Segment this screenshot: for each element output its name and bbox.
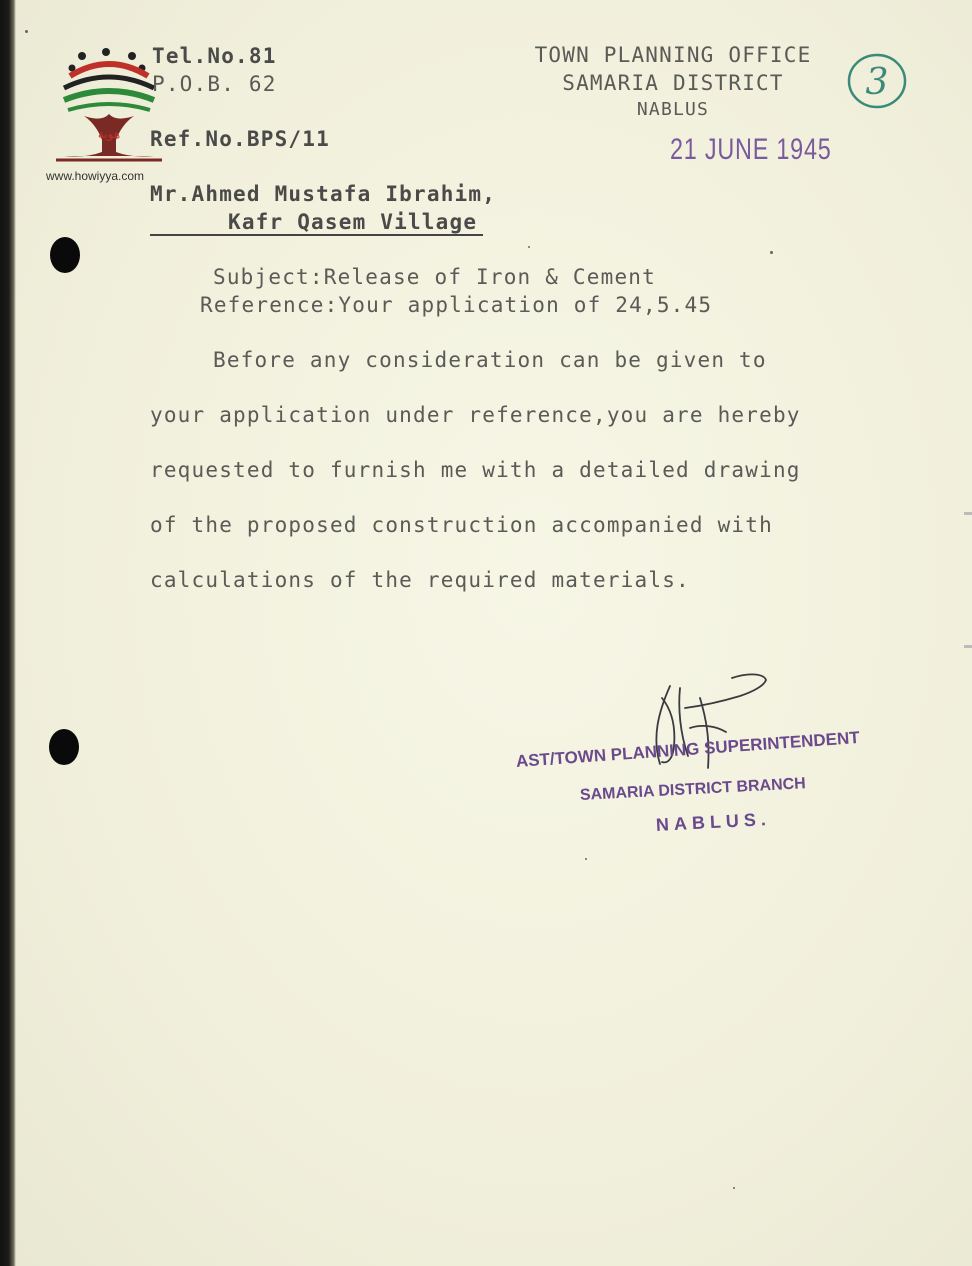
district-name: SAMARIA DISTRICT	[562, 71, 784, 95]
paper-speck	[733, 1187, 735, 1189]
body-line: your application under reference,you are hereby	[150, 403, 801, 427]
paper-speck	[528, 246, 530, 248]
addressee-name: Mr.Ahmed Mustafa Ibrahim,	[150, 182, 497, 206]
paper-speck	[770, 251, 773, 254]
subject-line: Subject:Release of Iron & Cement	[213, 265, 656, 289]
signature-stamp-title: AST/TOWN PLANNING SUPERINTENDENT	[515, 727, 861, 771]
svg-text:3: 3	[865, 62, 889, 103]
svg-text:هوية: هوية	[97, 127, 121, 141]
signature-stamp-city: NABLUS.	[655, 808, 772, 835]
body-line: requested to furnish me with a detailed drawing	[150, 458, 801, 482]
paper-speck	[25, 30, 28, 33]
body-line: calculations of the required materials.	[150, 568, 690, 592]
watermark-url: www.howiyya.com	[46, 169, 145, 183]
po-box: P.O.B. 62	[152, 72, 277, 96]
addressee-village: Kafr Qasem Village	[150, 210, 483, 236]
reference-number: Ref.No.BPS/11	[150, 127, 330, 151]
paper-speck	[585, 858, 587, 860]
punch-hole	[50, 237, 80, 273]
reference-line: Reference:Your application of 24,5.45	[200, 293, 713, 317]
body-line: of the proposed construction accompanied with	[150, 513, 773, 537]
folio-number-circle	[844, 48, 910, 114]
addressee-village-line	[150, 210, 483, 236]
body-line: Before any consideration can be given to	[213, 348, 767, 372]
punch-hole	[49, 729, 79, 765]
right-edge-marks	[962, 0, 972, 1266]
date-stamp: 21 JUNE 1945	[670, 133, 832, 166]
telephone-number: Tel.No.81	[152, 44, 277, 68]
city-name: NABLUS	[636, 99, 710, 120]
office-name: TOWN PLANNING OFFICE	[534, 43, 812, 67]
signature-stamp-branch: SAMARIA DISTRICT BRANCH	[579, 775, 807, 804]
page-edge-shadow	[0, 0, 16, 1266]
